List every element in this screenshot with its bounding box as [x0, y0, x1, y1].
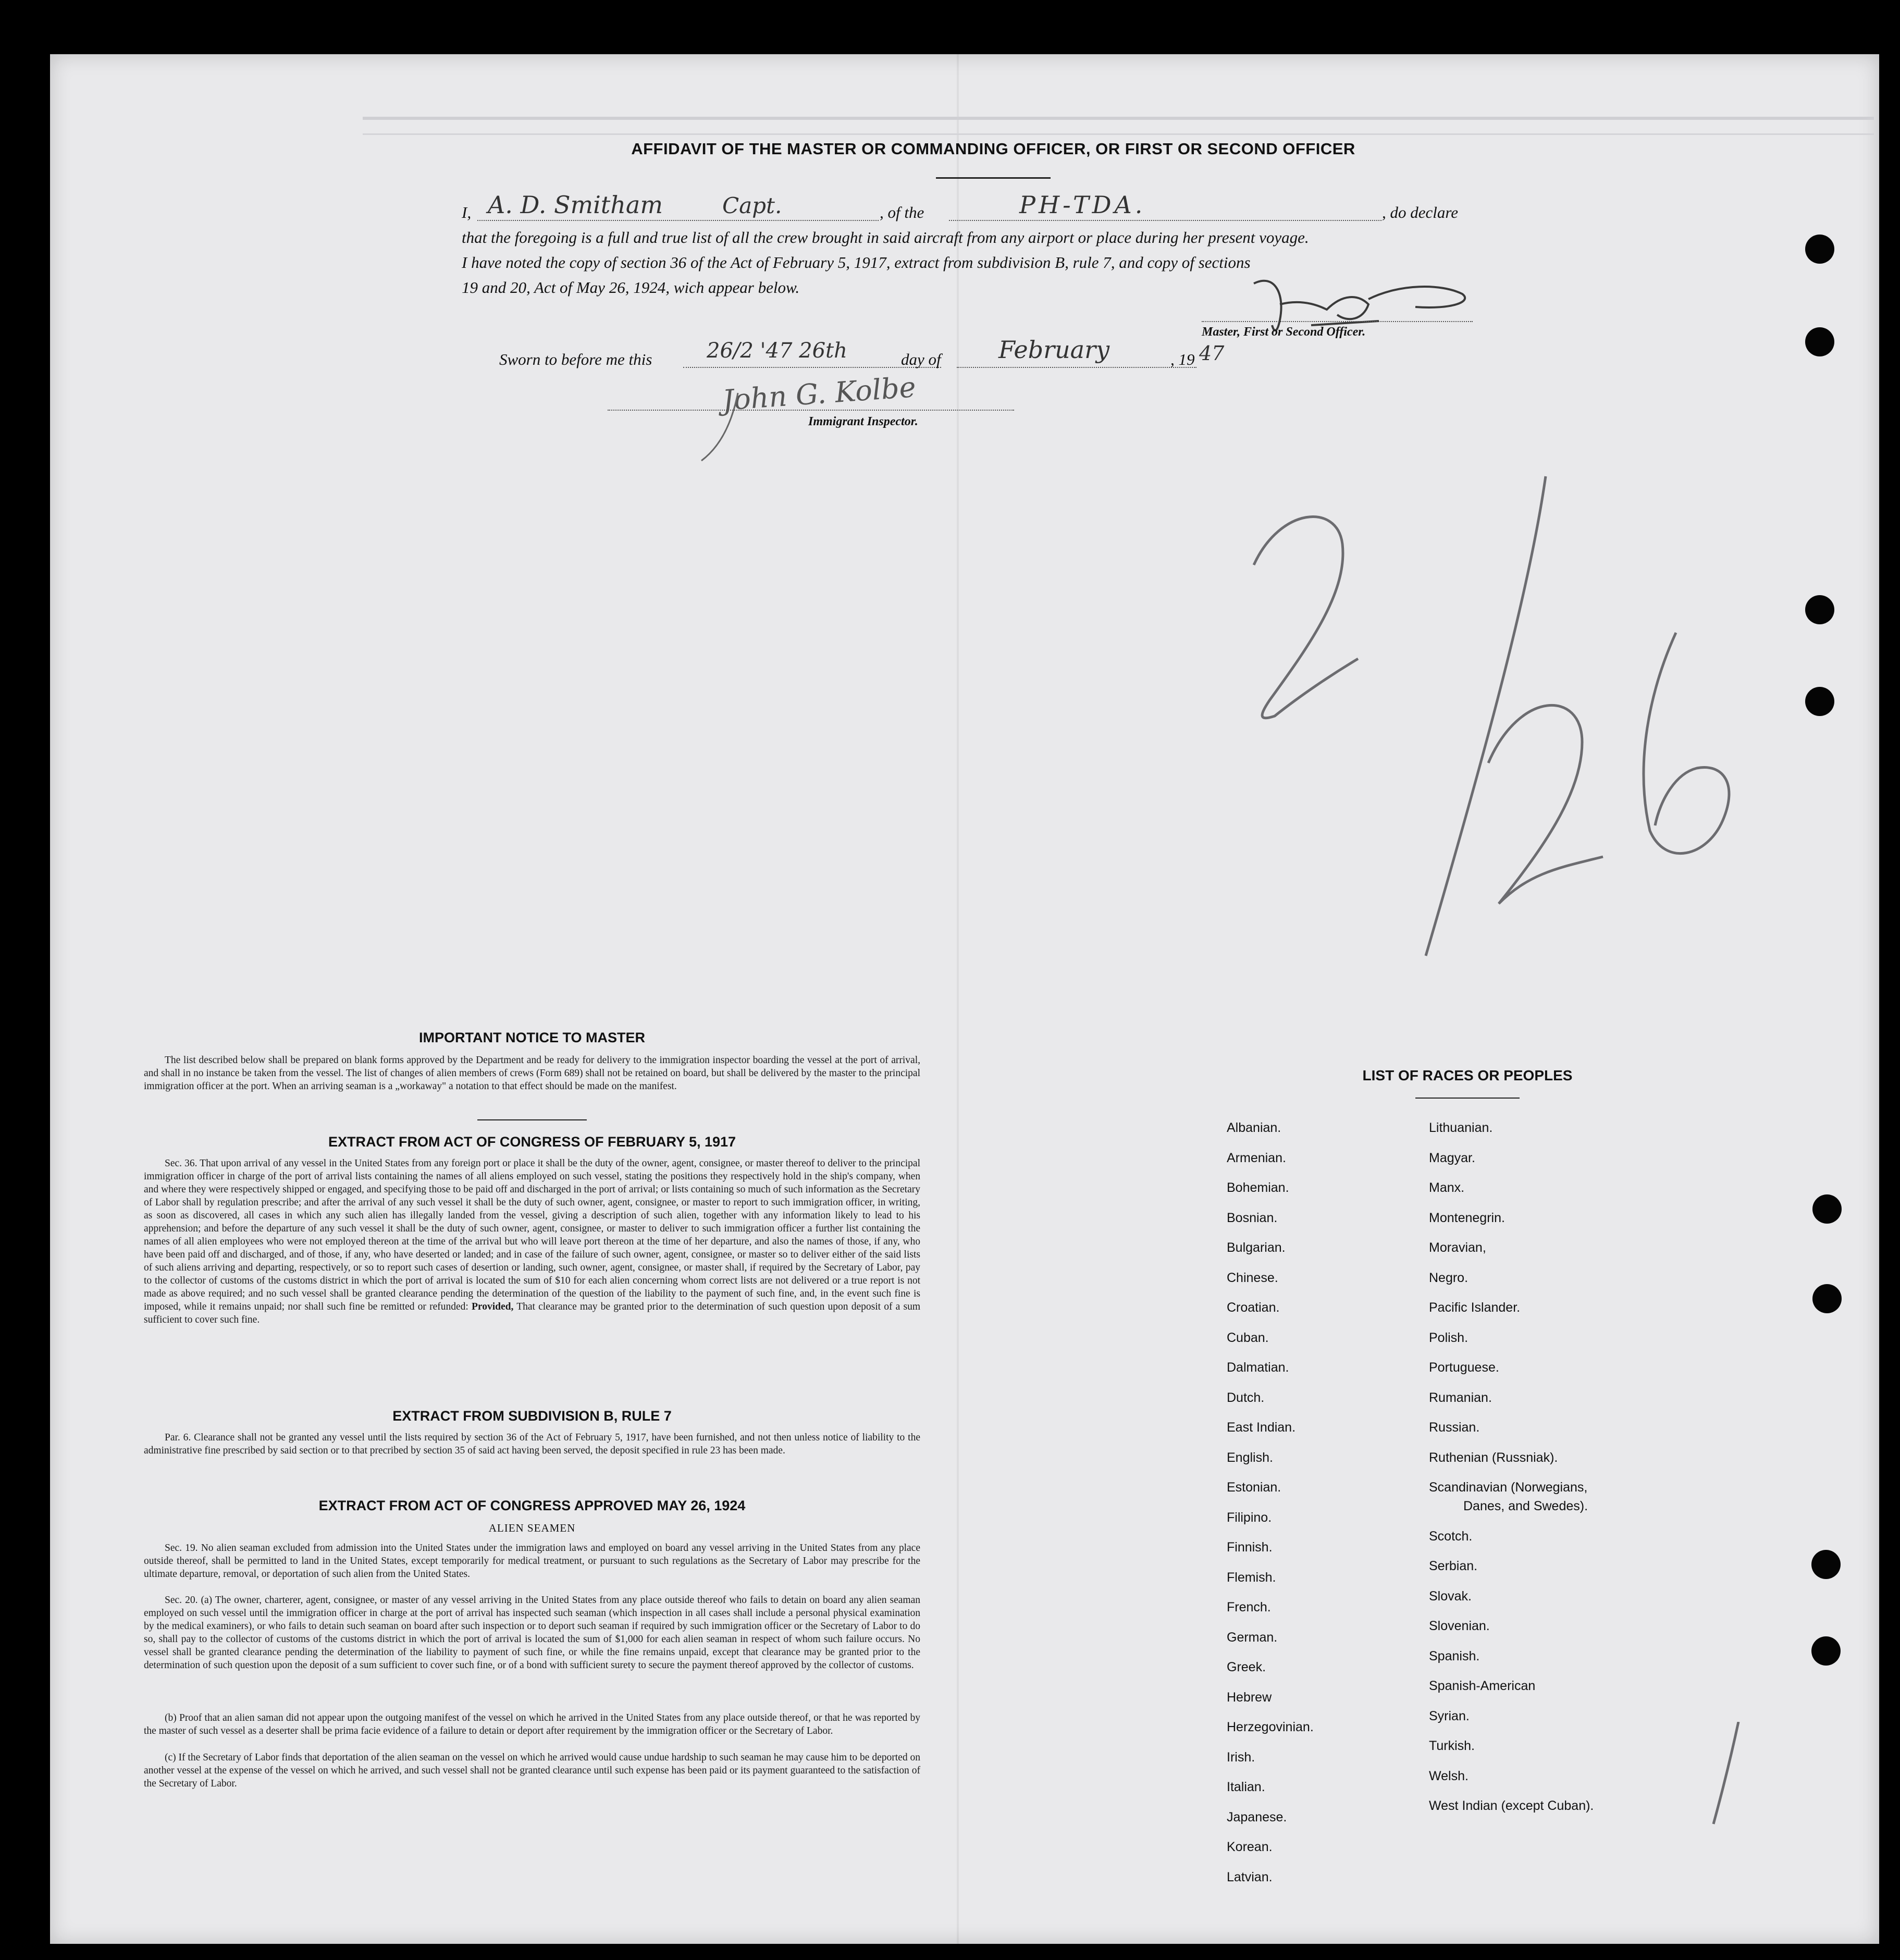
extract-1917-proviso-bold: Provided, — [472, 1301, 514, 1312]
extract-rule7-heading: EXTRACT FROM SUBDIVISION B, RULE 7 — [392, 1408, 672, 1424]
race-item: Finnish. — [1227, 1540, 1273, 1555]
extract-1917-text — [144, 1157, 920, 1326]
year-prefix: , 19 — [1170, 350, 1195, 368]
race-item: Armenian. — [1227, 1150, 1286, 1165]
year-handwritten: 47 — [1199, 342, 1225, 365]
document-sheet — [50, 54, 1879, 1944]
race-item: Herzegovinian. — [1227, 1720, 1314, 1734]
race-item: English. — [1227, 1450, 1273, 1465]
race-item: Filipino. — [1227, 1510, 1272, 1525]
race-item: Bulgarian. — [1227, 1240, 1286, 1255]
race-item: Ruthenian (Russniak). — [1429, 1450, 1558, 1465]
race-item: Flemish. — [1227, 1570, 1276, 1585]
day-of-label: day of — [901, 350, 941, 368]
race-item: Greek. — [1227, 1660, 1266, 1674]
punch-hole — [1805, 687, 1834, 716]
race-item: German. — [1227, 1630, 1278, 1645]
race-item: Spanish. — [1429, 1648, 1480, 1663]
race-item: Lithuanian. — [1429, 1120, 1493, 1135]
race-item: Magyar. — [1429, 1150, 1475, 1165]
race-item: Latvian. — [1227, 1869, 1273, 1884]
pencil-annotation-side — [1707, 1722, 1749, 1826]
extract-1917-heading: EXTRACT FROM ACT OF CONGRESS OF FEBRUARY 5, 1917 — [328, 1134, 736, 1150]
bleed-through-lines — [363, 117, 1874, 135]
race-item: Estonian. — [1227, 1480, 1281, 1495]
extract-1924-heading: EXTRACT FROM ACT OF CONGRESS APPROVED MAY 26, 1924 — [318, 1498, 746, 1513]
inspector-signature: John G. Kolbe — [721, 371, 917, 417]
races-heading: LIST OF RACES OR PEOPLES — [1362, 1067, 1573, 1083]
signature-dotted-line — [1202, 321, 1473, 322]
punch-hole — [1805, 595, 1834, 624]
punch-hole — [1811, 1636, 1841, 1666]
inspector-signature-stroke — [691, 388, 754, 466]
extract-1924-sec20a: Sec. 20. (a) The owner, charterer, agent, consignee, or master of any vessel arriving in the United States from any place outside thereof who fails to detain on board any alien seaman employed on such vessel until the immigration officer in charge at the port of arrival has inspected such seaman (which inspection in all cases shall include a personal physical examination by the medical examiners), or who fails to detain such seaman on board after such inspection or to deport such seaman if required by such immigration officer or the Secretary of Labor to do so, shall pay to the collector of customs of the customs district in which the port of arrival is located the sum of $1,000 for each alien seaman in respect of whom such failure occurs. No vessel shall be granted clearance pending the determination of the liability to payment of such fine, or while the fine remains unpaid, except that clearance may be granted prior to the determination of such question upon the deposit of a sum sufficient to cover such fine, or of a bond with sufficient surety to secure the payment thereof approved by the collector of customs. — [144, 1595, 920, 1671]
race-item: Italian. — [1227, 1780, 1265, 1794]
race-item: Scandinavian (Norwegians, — [1429, 1480, 1588, 1495]
pencil-side-stroke — [1707, 1722, 1749, 1826]
race-item: Croatian. — [1227, 1300, 1280, 1315]
month-dotted-line — [957, 367, 1196, 368]
extract-1924-sec20b: (b) Proof that an alien saman did not appear upon the outgoing manifest of the vessel on which he arrived in the United States from any place outside thereof, or that he was reported by the master of such vessel as a deserter shall be prima facie evidence of a failure to detain or deport after requirement by the immigration officer or the Secretary of Labor. — [144, 1712, 920, 1736]
race-item: Slovak. — [1429, 1588, 1472, 1604]
notice-rule — [477, 1119, 587, 1120]
race-item: Pacific Islander. — [1429, 1300, 1521, 1315]
race-item: Japanese. — [1227, 1809, 1287, 1825]
sworn-date-handwritten: 26/2 '47 26th — [707, 339, 847, 363]
punch-hole — [1812, 1194, 1842, 1224]
race-item: Slovenian. — [1429, 1619, 1490, 1633]
race-item: Spanish-American — [1429, 1679, 1536, 1693]
race-item: Portuguese. — [1429, 1360, 1499, 1375]
race-item: Serbian. — [1429, 1559, 1478, 1573]
extract-1924-sec20c: (c) If the Secretary of Labor finds that deportation of the alien seaman on the vessel on which he arrived would cause undue hardship to such seaman he may cause him to be deported on another vessel at the expense of the vessel on which he arrived, and such vessel shall not be granted clearance until such expense has been paid or its payment guaranteed to the satisfaction of the Secretary of Labor. — [144, 1752, 920, 1789]
race-item: Chinese. — [1227, 1270, 1278, 1285]
race-item: Syrian. — [1429, 1708, 1470, 1723]
i-label: I, — [462, 203, 472, 221]
races-rule — [1415, 1098, 1520, 1099]
extract-rule7-text: Par. 6. Clearance shall not be granted any vessel until the lists required by section 36 of the Act of February 5, 1917, have been furnished, and not then unless notice of liability to the administrative fine prescribed by said section or to that precribed by section 35 of said act having been served, the deposit specified in rule 23 has been made. — [144, 1432, 920, 1456]
race-item: French. — [1227, 1600, 1271, 1614]
race-item: Scotch. — [1429, 1528, 1473, 1544]
affidavit-title: AFFIDAVIT OF THE MASTER OR COMMANDING OFFICER, OR FIRST OR SECOND OFFICER — [631, 140, 1355, 158]
race-item: West Indian (except Cuban). — [1429, 1798, 1594, 1813]
alien-seamen-subheading: ALIEN SEAMEN — [488, 1522, 576, 1534]
pencil-annotation-text — [1238, 471, 1239, 472]
master-rank-handwritten: Capt. — [722, 193, 782, 218]
sworn-label: Sworn to before me this — [499, 350, 652, 368]
notice-heading: IMPORTANT NOTICE TO MASTER — [419, 1030, 645, 1045]
name-dotted-line — [477, 220, 879, 221]
month-handwritten: February — [998, 336, 1110, 364]
race-item: Polish. — [1429, 1330, 1469, 1345]
pencil-annotation-2-26 — [1238, 471, 1759, 1018]
master-name-handwritten: A. D. Smitham — [488, 191, 663, 219]
race-item: Korean. — [1227, 1840, 1273, 1854]
race-item: Manx. — [1429, 1180, 1465, 1195]
race-item: Albanian. — [1227, 1120, 1281, 1135]
fold-line — [957, 54, 959, 1944]
signature-caption: Master, First or Second Officer. — [1202, 325, 1366, 339]
race-item: Dalmatian. — [1227, 1360, 1289, 1375]
inspector-caption: Immigrant Inspector. — [808, 415, 918, 428]
race-item: Montenegrin. — [1429, 1210, 1505, 1225]
race-item: Hebrew — [1227, 1690, 1272, 1705]
notice-text: The list described below shall be prepared on blank forms approved by the Department and be ready for delivery to the immigration inspector boarding the vessel at the port of arrival, and shall in no instance be taken from the vessel. The list of changes of alien members of crews (Form 689) shall not be retained on board, but shall be delivered by the master to the principal immigration officer at the port. When an arriving seaman is a „workaway" a notation to that effect should be made on the manifest. — [144, 1055, 920, 1092]
race-item: Irish. — [1227, 1749, 1255, 1765]
race-item: East Indian. — [1227, 1420, 1296, 1435]
affidavit-line-2: that the foregoing is a full and true list of all the crew brought in said aircraft from any airport or place during her present voyage. — [462, 228, 1309, 246]
race-item: Dutch. — [1227, 1390, 1265, 1405]
affidavit-line-3: I have noted the copy of section 36 of the Act of February 5, 1917, extract from subdivision B, rule 7, and copy of sections — [462, 253, 1251, 272]
affidavit-line-4: 19 and 20, Act of May 26, 1924, wich appear below. — [462, 278, 800, 297]
punch-hole — [1805, 327, 1834, 356]
race-item: Bohemian. — [1227, 1180, 1289, 1195]
punch-hole — [1811, 1550, 1841, 1579]
of-the-label: , of the — [880, 203, 924, 221]
race-item: Rumanian. — [1429, 1390, 1492, 1405]
race-item: Cuban. — [1227, 1330, 1269, 1345]
punch-hole — [1812, 1284, 1842, 1313]
race-item: Negro. — [1429, 1270, 1469, 1285]
race-item: Russian. — [1429, 1420, 1480, 1435]
race-item: Turkish. — [1429, 1739, 1475, 1753]
race-item: Danes, and Swedes). — [1463, 1499, 1588, 1513]
punch-hole — [1805, 235, 1834, 264]
extract-1917-body: Sec. 36. That upon arrival of any vessel in the United States from any foreign port or place it shall be the duty of the owner, agent, consignee, or master thereof to deliver to the principal immigration officer in charge of the port of arrival lists containing the names of all aliens employed on such vessel, stating the positions they respectively hold in the ship's company, when and where they were respectively shipped or engaged, and specifying those to be paid off and discharged in the port of arrival; or lists containing so much of such information as the Secretary of Labor shall by regulation prescribe; and after the arrival of any such vessel it shall be the duty of such owner, agent, consignee, or master to report to such immigration officer, in writing, as soon as discovered, all cases in which any such alien has illegally landed from the vessel, giving a description of such alien, together with any information likely to lead to his apprehension; and before the departure of any such vessel it shall be the duty of such owner, agent, consignee, or master to deliver to such immigration officer a further list containing the names of all alien employees who were not employed thereon at the time of the arrival but who will leave port thereon at the time of her departure, and also the names of those, if any, who have been paid off and discharged, and of those, if any, who have deserted or landed; and in case of the failure of such owner, agent, consignee, or master so to deliver either of the said lists of such aliens arriving and departing, respectively, or so to report such cases of desertion or landing, such owner, agent, consignee, or master shall, if required by the Secretary of Labor, pay to the collector of customs of the customs district in which the port of arrival is located the sum of $10 for each alien concerning whom correct lists are not delivered or a true report is not made as above required; and no such vessel shall be granted clearance pending the determination of the question of the liability to the payment of such fine, and, in the event such fine is imposed, while it remains unpaid; nor shall such fine be remitted or refunded: — [144, 1158, 920, 1312]
race-item: Welsh. — [1429, 1768, 1469, 1783]
title-rule — [936, 177, 1051, 179]
extract-1924-sec19: Sec. 19. No alien seaman excluded from admission into the United States under the immigration laws and employed on board any vessel arriving in the United States from any place outside thereof, shall be permitted to land in the United States, except temporarily for medical treatment, or pursuant to such regulations as the Secretary of Labor may prescribe for the ultimate departure, removal, or deportation of such alien from the United States. — [144, 1543, 920, 1580]
pencil-2-26-strokes — [1238, 471, 1759, 1018]
race-item: Bosnian. — [1227, 1210, 1278, 1225]
do-declare-label: , do declare — [1382, 203, 1459, 221]
aircraft-dotted-line — [949, 220, 1381, 221]
extract-1917-proviso-rest: That clearance may be granted prior to the determination of such question upon deposit of a sum sufficient to cover such fine. — [144, 1301, 920, 1325]
race-item: Moravian, — [1429, 1240, 1486, 1255]
aircraft-handwritten: PH-TDA. — [1019, 191, 1146, 219]
